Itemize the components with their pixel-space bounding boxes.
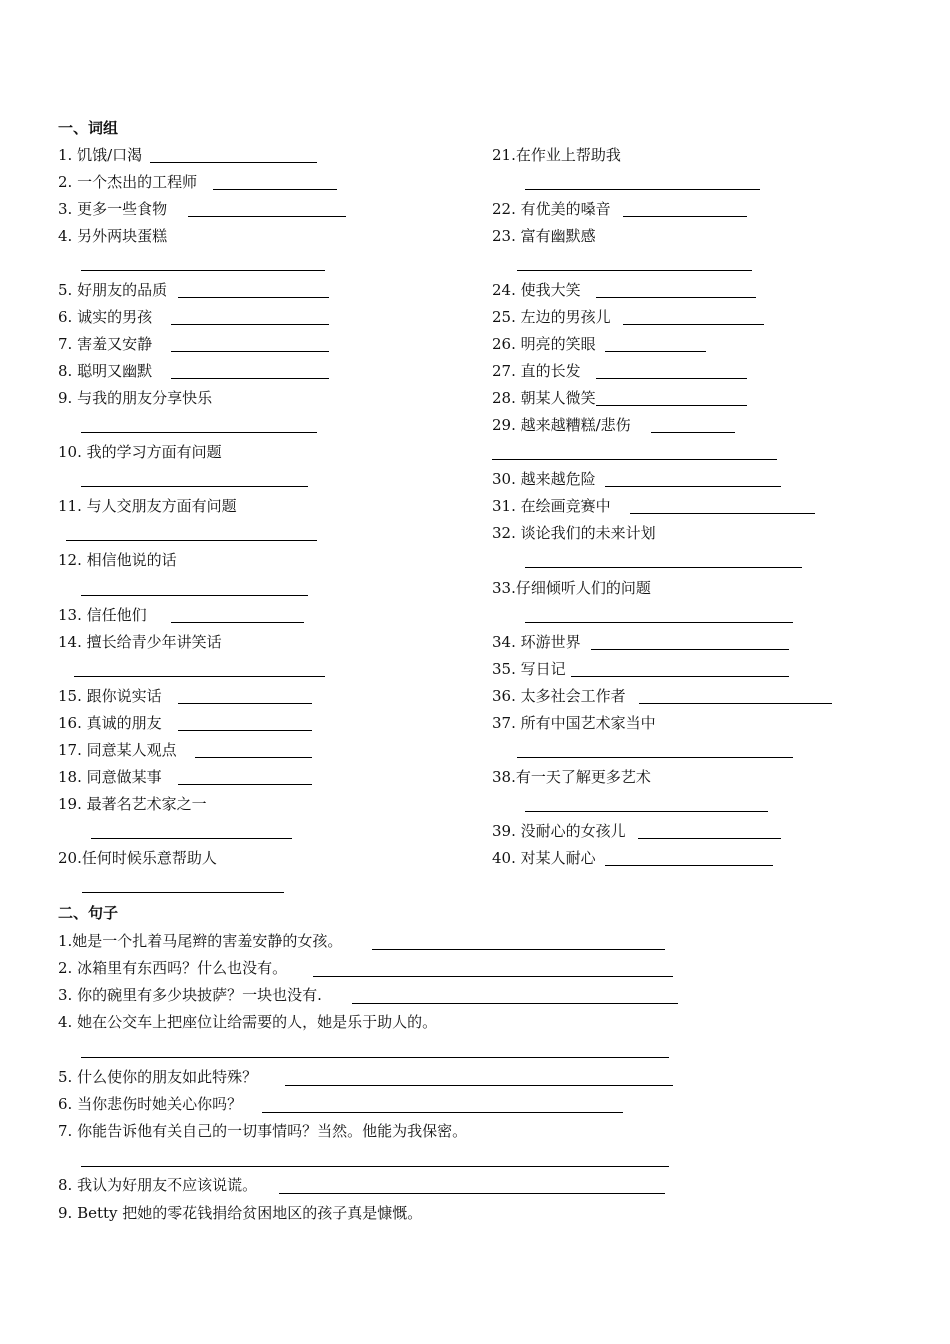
answer-blank-11[interactable] (66, 540, 317, 541)
phrase-item-31: 31. 在绘画竞赛中 (492, 497, 611, 515)
answer-blank-12[interactable] (81, 595, 308, 596)
sentence-item-9: 9. Betty 把她的零花钱捐给贫困地区的孩子真是慷慨。 (58, 1204, 423, 1222)
phrase-item-22: 22. 有优美的嗓音 (492, 200, 611, 218)
answer-blank-9[interactable] (81, 432, 317, 433)
answer-blank-26[interactable] (605, 351, 706, 352)
phrase-item-35: 35. 写日记 (492, 660, 566, 678)
phrase-item-30: 30. 越来越危险 (492, 470, 596, 488)
sentence-blank-8[interactable] (279, 1193, 665, 1194)
phrase-item-8: 8. 聪明又幽默 (58, 362, 153, 380)
answer-blank-10[interactable] (81, 486, 308, 487)
answer-blank-23[interactable] (517, 270, 752, 271)
answer-blank-25[interactable] (623, 324, 764, 325)
phrase-item-36: 36. 太多社会工作者 (492, 687, 626, 705)
phrase-item-2: 2. 一个杰出的工程师 (58, 173, 198, 191)
phrase-item-21: 21.在作业上帮助我 (492, 146, 621, 164)
phrase-item-33: 33.仔细倾听人们的问题 (492, 579, 651, 597)
phrase-item-32: 32. 谈论我们的未来计划 (492, 524, 656, 542)
phrase-item-6: 6. 诚实的男孩 (58, 308, 153, 326)
phrase-item-20: 20.任何时候乐意帮助人 (58, 849, 217, 867)
answer-blank-15[interactable] (178, 703, 312, 704)
phrase-item-34: 34. 环游世界 (492, 633, 581, 651)
answer-blank-24[interactable] (596, 297, 756, 298)
answer-blank-19[interactable] (91, 838, 292, 839)
phrase-item-11: 11. 与人交朋友方面有问题 (58, 497, 237, 515)
answer-blank-36[interactable] (639, 703, 832, 704)
phrase-item-37: 37. 所有中国艺术家当中 (492, 714, 656, 732)
answer-blank-40[interactable] (605, 865, 773, 866)
answer-blank-33[interactable] (525, 622, 793, 623)
sentence-item-8: 8. 我认为好朋友不应该说谎。 (58, 1176, 258, 1194)
answer-blank-29a[interactable] (651, 432, 735, 433)
sentence-blank-3[interactable] (352, 1003, 678, 1004)
phrase-item-24: 24. 使我大笑 (492, 281, 581, 299)
answer-blank-16[interactable] (178, 730, 312, 731)
sentence-item-2: 2. 冰箱里有东西吗？什么也没有。 (58, 959, 288, 977)
phrase-item-26: 26. 明亮的笑眼 (492, 335, 596, 353)
phrase-item-3: 3. 更多一些食物 (58, 200, 168, 218)
phrase-item-39: 39. 没耐心的女孩儿 (492, 822, 626, 840)
phrase-item-5: 5. 好朋友的品质 (58, 281, 168, 299)
phrase-item-1: 1. 饥饿/口渴 (58, 146, 143, 164)
sentence-blank-1[interactable] (372, 949, 665, 950)
phrase-item-13: 13. 信任他们 (58, 606, 147, 624)
answer-blank-22[interactable] (623, 216, 747, 217)
answer-blank-8[interactable] (171, 378, 329, 379)
answer-blank-13[interactable] (171, 622, 304, 623)
phrase-item-15: 15. 跟你说实话 (58, 687, 162, 705)
phrase-item-23: 23. 富有幽默感 (492, 227, 596, 245)
answer-blank-28[interactable] (596, 405, 747, 406)
sentence-blank-2[interactable] (313, 976, 673, 977)
section-heading-phrases: 一、词组 (58, 119, 119, 137)
answer-blank-39[interactable] (638, 838, 781, 839)
answer-blank-30[interactable] (605, 486, 781, 487)
answer-blank-32[interactable] (525, 567, 802, 568)
section-heading-sentences: 二、句子 (58, 904, 119, 922)
answer-blank-31[interactable] (630, 513, 815, 514)
answer-blank-29b[interactable] (492, 459, 777, 460)
answer-blank-14[interactable] (74, 676, 325, 677)
sentence-blank-5[interactable] (285, 1085, 673, 1086)
answer-blank-27[interactable] (596, 378, 747, 379)
answer-blank-1[interactable] (150, 162, 317, 163)
answer-blank-6[interactable] (171, 324, 329, 325)
phrase-item-12: 12. 相信他说的话 (58, 551, 177, 569)
answer-blank-4[interactable] (81, 270, 325, 271)
phrase-item-28: 28. 朝某人微笑 (492, 389, 596, 407)
phrase-item-9: 9. 与我的朋友分享快乐 (58, 389, 213, 407)
phrase-item-40: 40. 对某人耐心 (492, 849, 596, 867)
answer-blank-34[interactable] (591, 649, 789, 650)
answer-blank-7[interactable] (171, 351, 329, 352)
answer-blank-3[interactable] (188, 216, 346, 217)
answer-blank-5[interactable] (178, 297, 329, 298)
phrase-item-4: 4. 另外两块蛋糕 (58, 227, 168, 245)
answer-blank-21[interactable] (525, 189, 760, 190)
phrase-item-38: 38.有一天了解更多艺术 (492, 768, 651, 786)
answer-blank-18[interactable] (178, 784, 312, 785)
sentence-blank-4[interactable] (81, 1057, 669, 1058)
answer-blank-37[interactable] (517, 757, 793, 758)
sentence-item-3: 3. 你的碗里有多少块披萨？一块也没有. (58, 986, 322, 1004)
answer-blank-20[interactable] (82, 892, 284, 893)
phrase-item-29: 29. 越来越糟糕/悲伤 (492, 416, 631, 434)
phrase-item-25: 25. 左边的男孩儿 (492, 308, 611, 326)
phrase-item-7: 7. 害羞又安静 (58, 335, 153, 353)
phrase-item-27: 27. 直的长发 (492, 362, 581, 380)
phrase-item-16: 16. 真诚的朋友 (58, 714, 162, 732)
phrase-item-10: 10. 我的学习方面有问题 (58, 443, 222, 461)
phrase-item-19: 19. 最著名艺术家之一 (58, 795, 207, 813)
sentence-item-6: 6. 当你悲伤时她关心你吗？ (58, 1095, 243, 1113)
sentence-item-4: 4. 她在公交车上把座位让给需要的人，她是乐于助人的。 (58, 1013, 438, 1031)
answer-blank-17[interactable] (195, 757, 312, 758)
answer-blank-35[interactable] (571, 676, 789, 677)
phrase-item-17: 17. 同意某人观点 (58, 741, 177, 759)
answer-blank-2[interactable] (213, 189, 337, 190)
phrase-item-14: 14. 擅长给青少年讲笑话 (58, 633, 222, 651)
answer-blank-38[interactable] (525, 811, 768, 812)
sentence-item-1: 1.她是一个扎着马尾辫的害羞安静的女孩。 (58, 932, 343, 950)
sentence-item-5: 5. 什么使你的朋友如此特殊？ (58, 1068, 258, 1086)
sentence-item-7: 7. 你能告诉他有关自己的一切事情吗？当然。他能为我保密。 (58, 1122, 468, 1140)
phrase-item-18: 18. 同意做某事 (58, 768, 162, 786)
sentence-blank-6[interactable] (262, 1112, 623, 1113)
sentence-blank-7[interactable] (81, 1166, 669, 1167)
